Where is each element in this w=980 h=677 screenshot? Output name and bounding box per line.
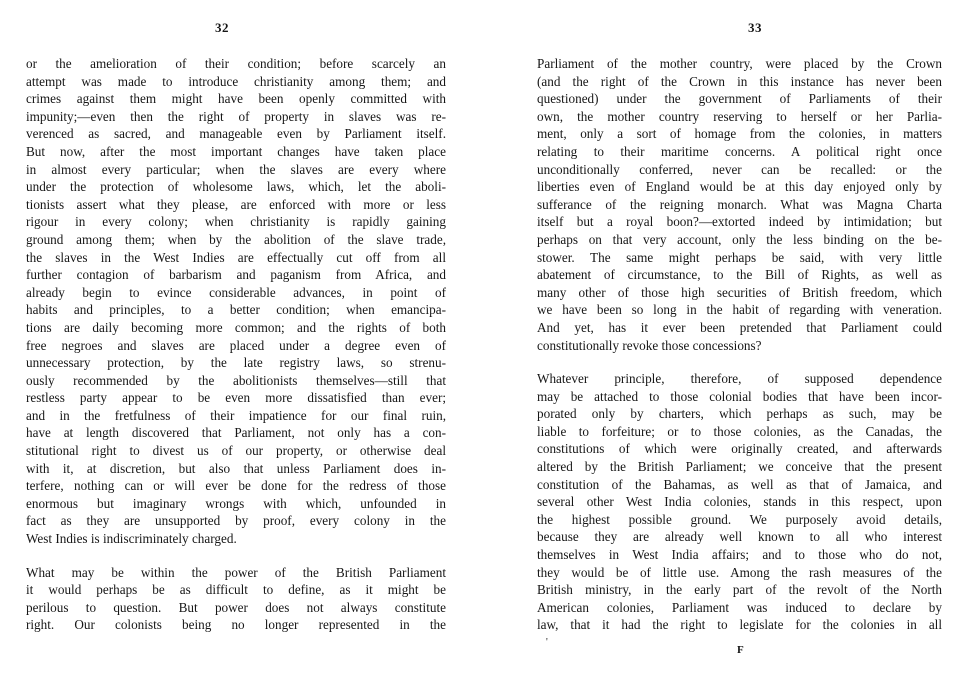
text-line: the highest possible ground. We purposely avoid details, [537,511,942,527]
text-line: attempt was made to introduce christianity among them; and [26,73,446,89]
text-line: Parliament of the mother country, were placed by the Crown [537,56,942,71]
text-line: enormous but imaginary wrongs with which, unfounded in [26,495,446,511]
text-line: constitution of the Bahamas, as well as that of Jamaica, and [537,476,942,492]
text-line: itself but a royal boon?—extorted indeed by intimidation; but [537,214,942,230]
text-line: rigour in every colony; when christianity is rapidly gaining [26,214,446,230]
text-line: (and the right of the Crown in this instance has never been [537,73,942,89]
text-line: perilous to question. But power does not always constitute [26,599,446,615]
paragraph-gap [537,354,942,370]
text-line: constitutions of which were originally created, and afterwards [537,441,942,457]
text-line: have at length discovered that Parliament, not only has a con- [26,425,446,441]
text-line: with it, at discretion, but also that unless Parliament does in- [26,460,446,476]
text-line: several other West India colonies, stands in this respect, upon [537,494,942,510]
text-line: porated only by charters, which perhaps as such, may be [537,406,942,422]
text-line: tions are daily becoming more common; and the rights of both [26,319,446,335]
text-line: in almost every particular; when the slaves are every where [26,161,446,177]
text-line: constitutionally revoke those concessions? [537,337,762,353]
text-line: many other of those high securities of British freedom, which [537,284,942,300]
signature-mark: F [737,644,744,656]
text-line: tionists assert what they please, are enforced with more or less [26,196,446,212]
text-line: British ministry, in the early part of the revolt of the North [537,582,942,598]
page-number-left: 32 [215,20,229,35]
text-line: own, the mother country reserving to herself or her Parlia- [537,108,942,124]
text-line: and in the fretfulness of their impatience for our final ruin, [26,407,446,423]
text-line: verenced as sacred, and manageable even by Parliament itself. [26,126,446,142]
text-line: themselves in West India affairs; and to those who do not, [537,547,942,563]
text-line: ously recommended by the abolitionists themselves—still that [26,372,446,388]
text-line: West Indies is indiscriminately charged. [26,531,237,547]
right-page [490,0,980,677]
text-line: Whatever principle, therefore, of supposed dependence [537,371,942,387]
text-line: crimes against them might have been openly committed with [26,91,446,107]
text-line: sufferance of the reigning monarch. What was Magna Charta [537,196,942,212]
text-line: they would be of little use. Among the rash measures of the [537,564,942,580]
text-line: terfere, nothing can or will ever be done for the redress of those [26,478,446,494]
text-line: because they are already well known to all who interest [537,529,942,545]
text-line: But now, after the most important changes have taken place [26,143,446,159]
text-line: already begin to evince considerable advances, in point of [26,284,446,300]
text-line: or the amelioration of their condition; before scarcely an [26,56,446,71]
paragraph-gap [26,548,446,564]
text-line: impunity;—even then the right of property in slaves was re- [26,108,446,124]
text-line: habits and principles, to a better condition; when emancipa- [26,302,446,318]
text-line: liberties even of England would be at this day enjoyed only by [537,179,942,195]
text-line: stitutional right to divest us of our property, or otherwise deal [26,443,446,459]
text-line: may be attached to those colonial bodies that have been incor- [537,388,942,404]
margin-mark: ' [546,637,548,648]
left-page-body [26,55,446,634]
text-line: ment, only a sort of homage from the colonies, in matters [537,126,942,142]
text-line: ground among them; when by the abolition of the slave trade, [26,231,446,247]
text-line: stower. The same might perhaps be said, with very little [537,249,942,265]
text-line: we have been so long in the habit of regarding with veneration. [537,302,942,318]
text-line: further contagion of barbarism and paganism from Africa, and [26,267,446,283]
text-line: unnecessary protection, by the late registry laws, so strenu- [26,355,446,371]
text-line: right. Our colonists being no longer represented in the [26,617,446,633]
text-line: the slaves in the West Indies are effectually cut off from all [26,249,446,265]
text-line: free negroes and slaves are placed under a degree even of [26,337,446,353]
text-line: unconditionally conferred, never can be recalled: or the [537,161,942,177]
text-line: abatement of circumstance, to the Bill of Rights, as well as [537,267,942,283]
text-line: fact as they are unsupported by proof, every colony in the [26,513,446,529]
text-line: American colonies, Parliament was induced to declare by [537,599,942,615]
text-line: questioned) under the government of Parliaments of their [537,91,942,107]
right-page-body [537,55,942,634]
text-line: And yet, has it ever been pretended that Parliament could [537,319,942,335]
text-line: under the protection of wholesome laws, which, let the aboli- [26,179,446,195]
text-line: law, that it had the right to legislate for the colonies in all [537,617,942,633]
text-line: it would perhaps be as difficult to define, as it might be [26,582,446,598]
page-number-right: 33 [748,20,762,35]
text-line: altered by the British Parliament; we conceive that the present [537,459,942,475]
text-line: What may be within the power of the British Parliament [26,564,446,580]
text-line: restless party appear to be even more dissatisfied than ever; [26,390,446,406]
text-line: relating to their maritime concerns. A political right once [537,143,942,159]
text-line: liable to forfeiture; or to those colonies, as the Canadas, the [537,423,942,439]
text-line: perhaps on that very account, only the less binding on the be- [537,231,942,247]
